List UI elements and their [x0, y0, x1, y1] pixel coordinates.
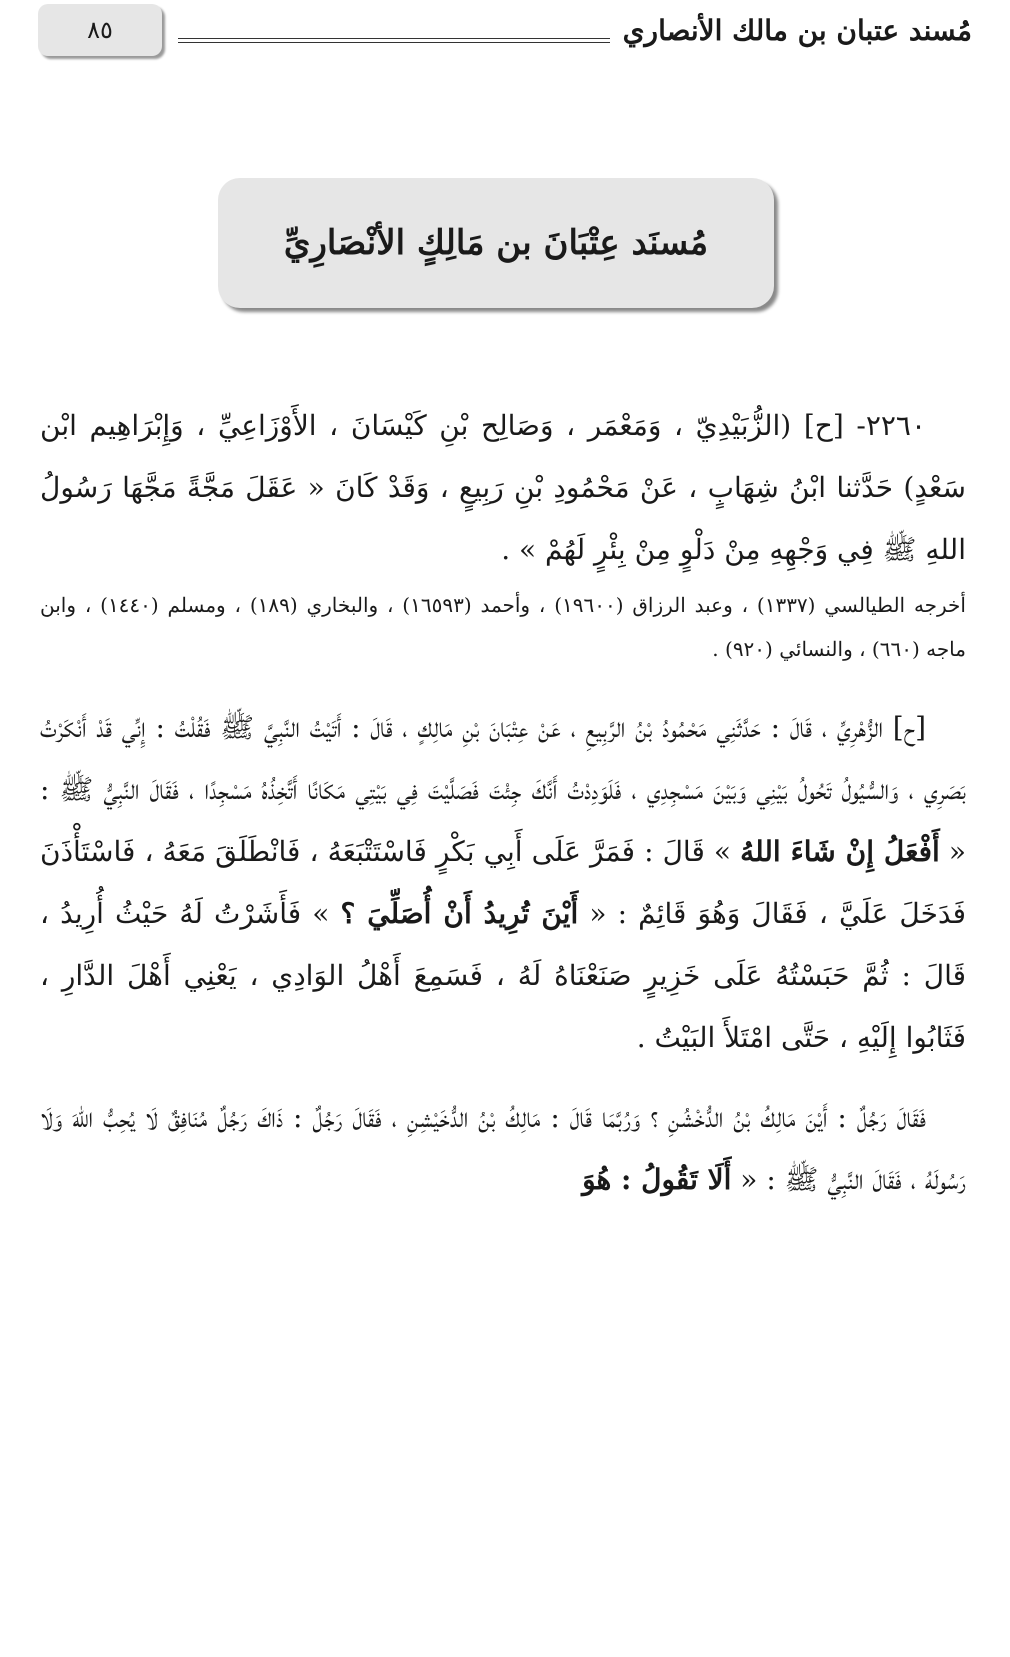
- continuation-part1: فَقَالَ رَجُلٌ : أَيْنَ مَالِكُ بْنُ الدُّخْشُنِ ؟ وَرُبَّمَا قَالَ : مَالِكُ بْنُ الدُّخَيْشِنِ ، فَقَالَ رَجُلٌ : ذَاكَ رَجُلٌ مُنَافِقٌ لَا يُحِبُّ اللهَ وَلَا رَسُولَهُ ، فَقَالَ النَّبِيُّ ﷺ : «: [40, 1101, 966, 1196]
- spacer: [40, 671, 966, 697]
- hadith-zuhri-part2: » قَالَ : فَمَرَّ عَلَى أَبِي بَكْرٍ فَاسْتَتْبَعَهُ ، فَانْطَلَقَ مَعَهُ ، فَاسْتَأْذَنَ فَدَخَلَ عَلَيَّ ، فَقَالَ وَهُوَ قَائِمٌ : «: [40, 835, 967, 930]
- page-number-text: ٨٥: [87, 16, 113, 44]
- page-header: [0, 0, 1010, 70]
- header-rule: [178, 38, 610, 43]
- running-title: مُسند عتبان بن مالك الأنصاري: [622, 14, 972, 47]
- spacer: [40, 1069, 966, 1087]
- hadith-2260-takhrij: أخرجه الطيالسي (١٣٣٧) ، وعبد الرزاق (١٩٦٠٠) ، وأحمد (١٦٥٩٣) ، والبخاري (١٨٩) ، ومسلم (١٤٤٠) ، وابن ماجه (٦٦٠) ، والنسائي (٩٢٠) .: [40, 593, 966, 661]
- page-number: [38, 4, 162, 56]
- page-content: [40, 395, 966, 1211]
- hadith-zuhri-part1: [ح] الزُّهْرِيِّ ، قَالَ : حَدَّثَنِي مَحْمُودُ بْنُ الرَّبِيعِ ، عَنْ عِتْبَانَ بْنِ مَالِكٍ ، قَالَ : أَتَيْتُ النَّبِيَّ ﷺ فَقُلْتُ : إِنِّي قَدْ أَنْكَرْتُ بَصَرِي ، وَالسُّيُولُ تَحُولُ بَيْنِي وَبَيْنَ مَسْجِدِي ، فَلَوَدِدْتُ أَنَّكَ جِئْتَ فَصَلَّيْتَ فِي بَيْتِي مَكَانًا أَتَّخِذُهُ مَسْجِدًا ، فَقَالَ النَّبِيُّ ﷺ : «: [40, 711, 967, 868]
- hadith-zuhri-text: [40, 697, 966, 1069]
- continuation-quote: أَلَا تَقُولُ : هُوَ: [582, 1163, 732, 1196]
- section-title: مُسنَد عِتْبَانَ بن مَالِكٍ الأنْصَارِيِّ: [283, 223, 709, 263]
- continuation-text: [40, 1087, 966, 1211]
- hadith-zuhri-quote2: أَيْنَ تُرِيدُ أَنْ أُصَلِّيَ ؟: [340, 897, 579, 930]
- hadith-zuhri-part3: » فَأَشَرْتُ لَهُ حَيْثُ أُرِيدُ ، قَالَ : ثُمَّ حَبَسْتُهُ عَلَى خَزِيرٍ صَنَعْنَاهُ لَهُ ، فَسَمِعَ أَهْلُ الوَادِي ، يَعْنِي أَهْلَ الدَّارِ ، فَثَابُوا إِلَيْهِ ، حَتَّى امْتَلأَ البَيْتُ .: [40, 897, 966, 1054]
- hadith-2260-text: ٢٢٦٠- [ح] (الزُّبَيْدِيّ ، وَمَعْمَر ، وَصَالِح بْنِ كَيْسَانَ ، الأَوْزَاعِيِّ ، وَإِبْرَاهِيم ابْن سَعْدٍ) حَدَّثنا ابْنُ شِهَابٍ ، عَنْ مَحْمُودِ بْنِ رَبِيعٍ ، وَقَدْ كَانَ « عَقَلَ مَجَّةً مَجَّهَا رَسُولُ اللهِ ﷺ فِي وَجْهِهِ مِنْ دَلْوٍ مِنْ بِئْرٍ لَهُمْ » .: [40, 409, 966, 566]
- section-title-box: [218, 178, 774, 308]
- hadith-zuhri-quote1: أَفْعَلُ إِنْ شَاءَ اللهُ: [740, 835, 940, 868]
